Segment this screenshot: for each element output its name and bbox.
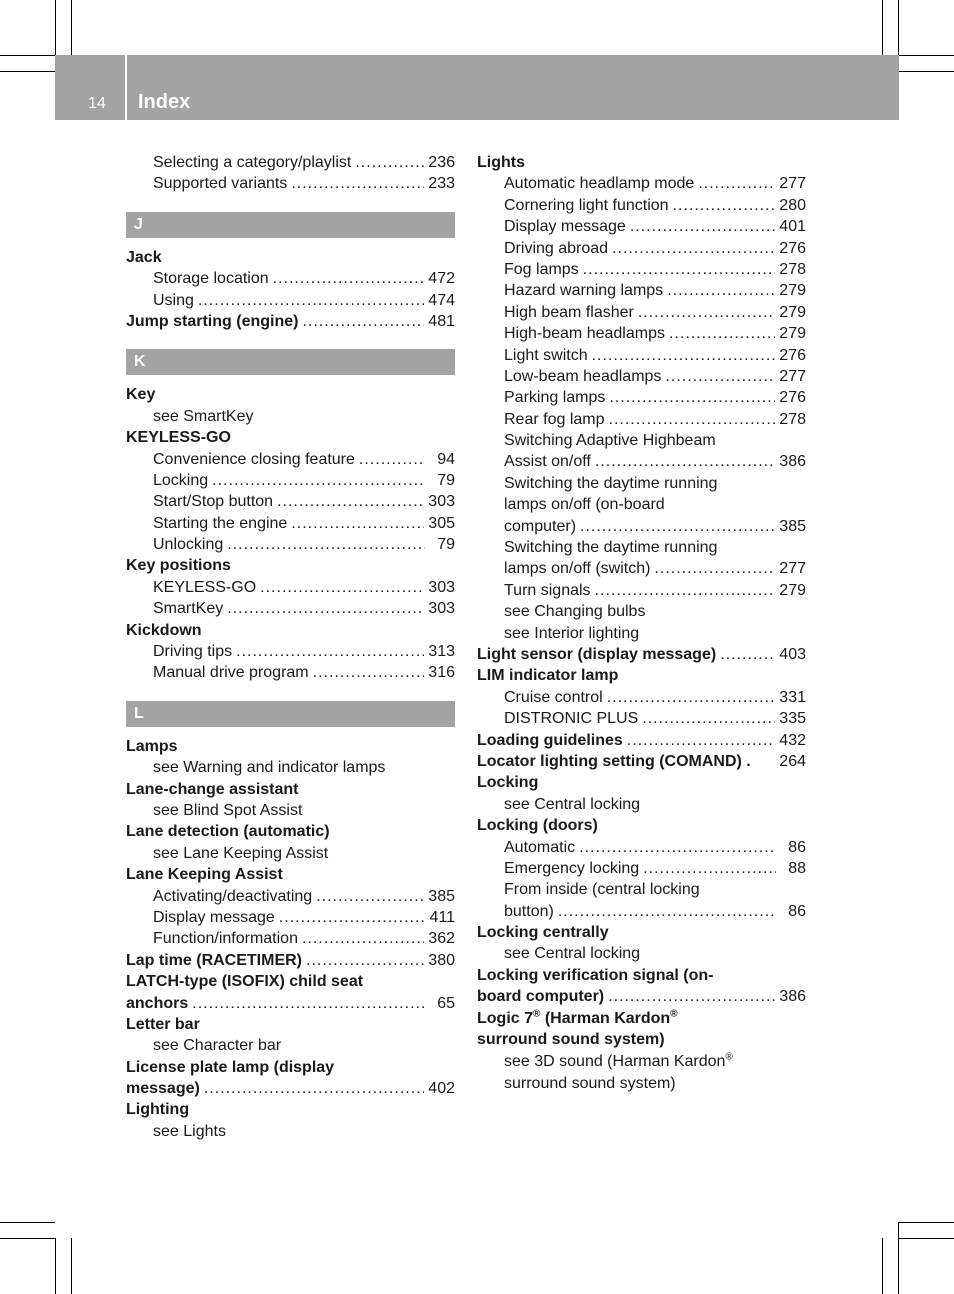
index-entry: Lap time (RACETIMER) ..... 380 (126, 950, 455, 971)
index-entry: Display message ..... 411 (126, 907, 455, 928)
index-entry: Hazard warning lamps ..... 279 (477, 280, 806, 301)
index-see-reference: see Lane Keeping Assist (153, 844, 329, 862)
index-entry: Locator lighting setting (COMAND) . 264 (477, 752, 806, 770)
index-entry: High-beam headlamps ..... 279 (477, 323, 806, 344)
index-entry: Manual drive program ..... 316 (126, 662, 455, 683)
index-entry: Automatic ..... 86 (477, 837, 806, 858)
index-entry: Activating/deactivating ..... 385 (126, 886, 455, 907)
index-see-reference: see Warning and indicator lamps (153, 759, 386, 777)
index-entry: Light sensor (display message) ..... 403 (477, 644, 806, 665)
index-entry: Rear fog lamp ..... 278 (477, 409, 806, 430)
index-entry: Emergency locking ..... 88 (477, 858, 806, 879)
index-entry: board computer) ..... 386 (477, 986, 806, 1007)
page-header (55, 55, 899, 120)
index-see-reference: see Interior lighting (504, 624, 640, 642)
index-entry: Light switch ..... 276 (477, 345, 806, 366)
index-column-right (477, 152, 806, 1094)
index-entry-text: lamps on/off (on-board (504, 496, 665, 514)
index-column-left (126, 152, 455, 1142)
index-heading: Lighting (126, 1101, 190, 1119)
page-title: Index (138, 91, 191, 113)
index-heading: Locking (477, 774, 539, 792)
page-number: 14 (88, 95, 106, 112)
index-heading: Lights (477, 154, 525, 171)
index-see-reference: see Blind Spot Assist (153, 801, 303, 819)
crop-mark (899, 1222, 954, 1223)
index-heading: Logic 7® (Harman Kardon® (477, 1008, 678, 1027)
index-entry: Automatic headlamp mode ..... 277 (477, 173, 806, 194)
index-entry: Starting the engine ..... 305 (126, 513, 455, 534)
index-heading: Locking centrally (477, 924, 609, 942)
index-see-reference: see Changing bulbs (504, 603, 646, 621)
index-heading: License plate lamp (display (126, 1058, 335, 1076)
index-entry: Driving abroad ..... 276 (477, 238, 806, 259)
index-entry: Turn signals ..... 279 (477, 580, 806, 601)
index-entry: lamps on/off (switch) ..... 277 (477, 558, 806, 579)
index-heading: Locking verification signal (on- (477, 966, 714, 984)
index-entry: Locking ..... 79 (126, 470, 455, 491)
index-entry: Fog lamps ..... 278 (477, 259, 806, 280)
crop-mark (0, 1222, 55, 1223)
index-heading: Kickdown (126, 621, 202, 639)
index-heading: Lane detection (automatic) (126, 823, 330, 841)
index-entry: button) ..... 86 (477, 901, 806, 922)
index-heading: Letter bar (126, 1015, 200, 1033)
index-entry-text: From inside (central locking (504, 881, 700, 899)
index-entry: Loading guidelines ..... 432 (477, 730, 806, 751)
index-entry-text: Switching Adaptive Highbeam (504, 432, 716, 450)
crop-mark (55, 0, 56, 55)
index-entry: High beam flasher ..... 279 (477, 302, 806, 323)
index-entry: Cruise control ..... 331 (477, 687, 806, 708)
index-entry: Display message ..... 401 (477, 216, 806, 237)
index-entry: Function/information ..... 362 (126, 928, 455, 949)
index-heading: Lane-change assistant (126, 780, 299, 798)
crop-mark (0, 71, 55, 72)
index-entry: Assist on/off ..... 386 (477, 451, 806, 472)
index-heading: Lane Keeping Assist (126, 866, 283, 884)
index-entry: message) ..... 402 (126, 1078, 455, 1099)
crop-mark (71, 1238, 72, 1294)
index-entry: computer) ..... 385 (477, 516, 806, 537)
index-see-reference: see 3D sound (Harman Kardon® (504, 1052, 733, 1071)
header-divider (125, 55, 127, 120)
index-see-reference: see Central locking (504, 795, 641, 813)
index-entry: Selecting a category/playlist ..... 236 (126, 152, 455, 173)
index-entry: Unlocking ..... 79 (126, 534, 455, 555)
index-see-reference: surround sound system) (504, 1074, 676, 1092)
index-entry: Cornering light function ..... 280 (477, 195, 806, 216)
crop-mark (0, 55, 55, 56)
index-entry: anchors ..... 65 (126, 993, 455, 1014)
crop-mark (899, 71, 954, 72)
index-heading: Jack (126, 248, 162, 266)
section-letter-j: J (126, 212, 455, 238)
index-entry: Driving tips ..... 313 (126, 641, 455, 662)
index-entry: KEYLESS-GO ..... 303 (126, 577, 455, 598)
crop-mark (898, 0, 899, 55)
index-entry: SmartKey ..... 303 (126, 598, 455, 619)
index-entry: Supported variants ..... 233 (126, 173, 455, 194)
index-see-reference: see Character bar (153, 1037, 282, 1055)
crop-mark (899, 1238, 954, 1239)
index-entry: Storage location ..... 472 (126, 268, 455, 289)
index-heading: KEYLESS-GO (126, 429, 231, 447)
index-entry-text: Switching the daytime running (504, 474, 718, 492)
crop-mark (898, 1222, 899, 1294)
index-see-reference: see Central locking (504, 945, 641, 963)
index-heading: Key (126, 386, 156, 404)
index-entry: Parking lamps ..... 276 (477, 387, 806, 408)
section-letter-l: L (126, 701, 455, 727)
index-entry: Using ..... 474 (126, 290, 455, 311)
index-heading: Key positions (126, 557, 231, 575)
index-entry: Start/Stop button ..... 303 (126, 491, 455, 512)
index-entry: Convenience closing feature ..... 94 (126, 449, 455, 470)
section-letter-k: K (126, 349, 455, 375)
index-heading: LIM indicator lamp (477, 667, 619, 685)
index-heading: surround sound system) (477, 1031, 665, 1049)
crop-mark (71, 0, 72, 55)
index-entry: Low-beam headlamps ..... 277 (477, 366, 806, 387)
crop-mark (0, 1238, 55, 1239)
index-see-reference: see Lights (153, 1122, 226, 1140)
crop-mark (899, 55, 954, 56)
crop-mark (882, 1238, 883, 1294)
index-see-reference: see SmartKey (153, 407, 254, 425)
index-entry-text: Switching the daytime running (504, 539, 718, 557)
index-heading: LATCH-type (ISOFIX) child seat (126, 973, 364, 991)
crop-mark (55, 1238, 56, 1294)
index-heading: Lamps (126, 737, 178, 755)
index-heading: Locking (doors) (477, 817, 598, 835)
crop-mark (882, 0, 883, 55)
index-entry: DISTRONIC PLUS ..... 335 (477, 708, 806, 729)
index-entry: Jump starting (engine) ..... 481 (126, 311, 455, 332)
